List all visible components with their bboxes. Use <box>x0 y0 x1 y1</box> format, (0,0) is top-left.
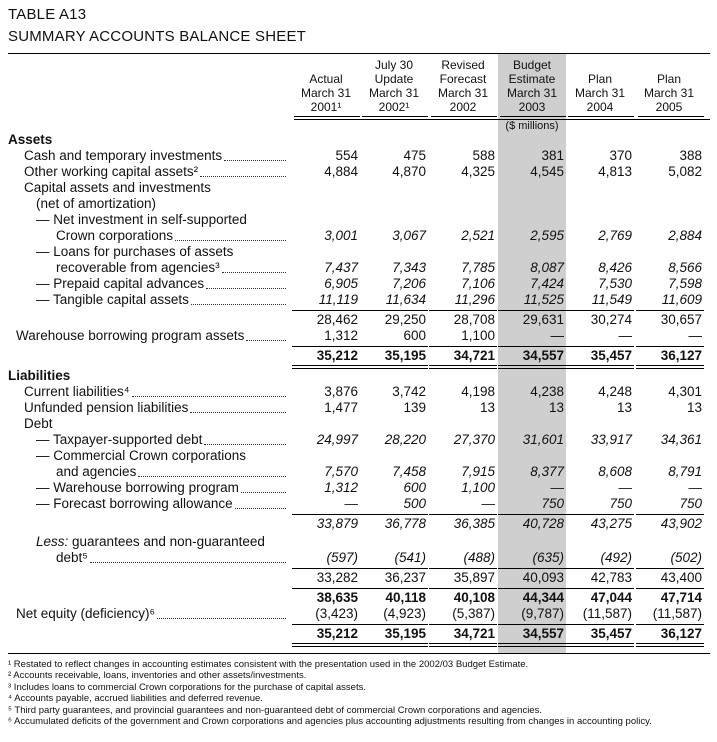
cell-value: 475 <box>403 148 426 163</box>
cell-value: 1,312 <box>324 328 358 343</box>
total-double-rule <box>566 643 634 647</box>
row-label: Unfunded pension liabilities <box>24 400 189 415</box>
cell-value: 13 <box>616 400 632 415</box>
cell-value: 4,248 <box>598 384 632 399</box>
row-label: Assets <box>8 132 53 147</box>
header-rule <box>294 116 360 117</box>
table-heading-row <box>0 534 717 550</box>
header-rule <box>431 116 497 117</box>
subtotal-rule <box>498 568 566 569</box>
cell-value: 11,119 <box>318 292 358 307</box>
footnote: ³ Includes loans to commercial Crown corporations for the purchase of capital assets. <box>8 681 366 693</box>
table-row <box>0 464 717 480</box>
row-label: Other working capital assets² <box>24 164 199 179</box>
subtotal-rule <box>636 568 704 569</box>
cell-value: 3,742 <box>392 384 426 399</box>
column-header <box>360 58 428 114</box>
header-rule <box>638 116 704 117</box>
cell-value: 11,525 <box>523 292 564 307</box>
row-label: Less: guarantees and non-guaranteed <box>36 534 265 549</box>
table-row <box>0 516 717 532</box>
cell-value: 40,108 <box>453 590 495 605</box>
cell-value: 7,206 <box>392 276 426 291</box>
leader-dots <box>157 606 286 619</box>
subtotal-rule <box>498 588 566 589</box>
table-row <box>0 432 717 448</box>
column-header-line: Plan <box>587 72 613 86</box>
subtotal-rule <box>636 346 704 347</box>
row-label: recoverable from agencies³ <box>56 260 220 275</box>
cell-value: (3,423) <box>315 606 358 621</box>
column-header-line: March 31 <box>368 86 420 100</box>
cell-value: — <box>550 328 564 343</box>
subtotal-rule <box>566 568 634 569</box>
subtotal-rule <box>498 514 566 515</box>
column-header-line: Revised <box>441 58 485 72</box>
cell-value: 1,312 <box>324 480 358 495</box>
table-row <box>0 590 717 606</box>
footnote: ⁵ Third party guarantees, and provincial guarantees and non-guaranteed debt of commercial Crown corporations and agencies. <box>8 704 542 716</box>
cell-value: 7,530 <box>598 276 632 291</box>
cell-value: 36,778 <box>384 516 426 531</box>
cell-value: 8,087 <box>530 260 564 275</box>
cell-value: 31,601 <box>522 432 564 447</box>
cell-value: 6,905 <box>324 276 358 291</box>
cell-value: 33,879 <box>316 516 358 531</box>
table-heading-row <box>0 448 717 464</box>
leader-dots <box>90 550 286 563</box>
cell-value: 36,237 <box>384 570 426 585</box>
cell-value: 40,728 <box>522 516 564 531</box>
cell-value: (502) <box>670 550 702 565</box>
cell-value: 28,220 <box>384 432 426 447</box>
cell-value: 29,631 <box>522 312 564 327</box>
table-row <box>0 164 717 180</box>
cell-value: 2,521 <box>461 228 495 243</box>
row-label: Crown corporations <box>56 228 174 243</box>
cell-value: 7,437 <box>324 260 358 275</box>
subtotal-rule <box>360 568 428 569</box>
cell-value: 8,426 <box>598 260 632 275</box>
cell-value: 34,557 <box>522 348 564 363</box>
table-row <box>0 276 717 292</box>
table-heading-row <box>0 416 717 432</box>
cell-value: — <box>688 328 702 343</box>
cell-value: 750 <box>609 496 632 511</box>
subtotal-rule <box>566 514 634 515</box>
cell-value: 8,566 <box>668 260 702 275</box>
column-header <box>635 58 703 114</box>
cell-value: 35,212 <box>316 348 358 363</box>
leader-dots <box>191 292 286 305</box>
subtotal-rule <box>566 624 634 625</box>
total-double-rule <box>498 643 566 647</box>
cell-value: 43,400 <box>660 570 702 585</box>
cell-value: 7,570 <box>324 464 358 479</box>
row-label: — Taxpayer-supported debt <box>36 432 203 447</box>
row-label: Capital assets and investments <box>24 180 211 195</box>
total-double-rule <box>636 643 704 647</box>
cell-value: — <box>618 328 632 343</box>
cell-value: (5,387) <box>452 606 495 621</box>
row-label: (net of amortization) <box>36 196 157 211</box>
cell-value: 30,274 <box>590 312 632 327</box>
cell-value: 24,997 <box>316 432 358 447</box>
cell-value: 139 <box>403 400 426 415</box>
cell-value: 33,282 <box>316 570 358 585</box>
subtotal-rule <box>429 346 497 347</box>
column-header-line: 2004 <box>586 100 614 114</box>
column-header-line: March 31 <box>437 86 489 100</box>
footnote: ² Accounts receivable, loans, inventories and other assets/investments. <box>8 670 307 682</box>
header-rule <box>568 116 634 117</box>
cell-value: 588 <box>472 148 495 163</box>
cell-value: 7,458 <box>392 464 426 479</box>
cell-value: 34,721 <box>453 348 495 363</box>
top-rule <box>8 53 710 54</box>
table-row <box>0 148 717 164</box>
leader-dots <box>204 432 286 445</box>
cell-value: 3,876 <box>324 384 358 399</box>
row-label: Debt <box>24 416 53 431</box>
cell-value: 44,344 <box>522 590 564 605</box>
cell-value: 7,598 <box>668 276 702 291</box>
table-title: SUMMARY ACCOUNTS BALANCE SHEET <box>8 28 307 45</box>
subtotal-rule <box>636 624 704 625</box>
cell-value: (9,787) <box>521 606 564 621</box>
total-double-rule <box>429 643 497 647</box>
cell-value: (635) <box>532 550 564 565</box>
column-header-line <box>292 58 360 72</box>
cell-value: 4,325 <box>461 164 495 179</box>
cell-value: 4,238 <box>530 384 564 399</box>
table-heading-row <box>0 212 717 228</box>
cell-value: 4,545 <box>530 164 564 179</box>
cell-value: 28,462 <box>316 312 358 327</box>
cell-value: 29,250 <box>384 312 426 327</box>
table-row <box>0 626 717 642</box>
cell-value: 2,769 <box>598 228 632 243</box>
leader-dots <box>235 496 286 509</box>
column-header-line: July 30 <box>374 58 414 72</box>
column-header <box>498 58 566 114</box>
column-header-line: 2001¹ <box>310 100 342 114</box>
table-row <box>0 260 717 276</box>
subtotal-rule <box>498 624 566 625</box>
cell-value: 370 <box>609 148 632 163</box>
column-header-line: March 31 <box>574 86 626 100</box>
column-header-line <box>635 58 703 72</box>
subtotal-rule <box>292 568 360 569</box>
cell-value: 28,708 <box>453 312 495 327</box>
cell-value: 11,549 <box>591 292 632 307</box>
cell-value: 47,714 <box>660 590 702 605</box>
cell-value: 381 <box>541 148 564 163</box>
bottom-rule <box>8 653 710 654</box>
table-row <box>0 400 717 416</box>
subtotal-rule <box>292 346 360 347</box>
subtotal-rule <box>429 310 497 311</box>
cell-value: 11,296 <box>454 292 495 307</box>
leader-dots <box>222 260 286 273</box>
row-label: — Commercial Crown corporations <box>36 448 247 463</box>
cell-value: 4,301 <box>668 384 702 399</box>
table-row <box>0 496 717 512</box>
row-label: — Net investment in self-supported <box>36 212 247 227</box>
cell-value: 8,791 <box>668 464 702 479</box>
cell-value: 11,634 <box>385 292 426 307</box>
subtotal-rule <box>636 514 704 515</box>
column-header <box>292 58 360 114</box>
cell-value: 554 <box>335 148 358 163</box>
column-header <box>566 58 634 114</box>
cell-value: 13 <box>479 400 495 415</box>
cell-value: (492) <box>600 550 632 565</box>
table-heading-row <box>0 132 717 148</box>
cell-value: 36,385 <box>453 516 495 531</box>
leader-dots <box>200 164 286 177</box>
cell-value: 2,595 <box>530 228 564 243</box>
column-header-line: Plan <box>656 72 682 86</box>
table-row <box>0 328 717 344</box>
row-label: Warehouse borrowing program assets <box>16 328 245 343</box>
cell-value: 3,067 <box>392 228 426 243</box>
cell-value: 35,457 <box>590 626 632 641</box>
cell-value: — <box>344 496 358 511</box>
column-header-line: Update <box>374 72 414 86</box>
cell-value: 500 <box>403 496 426 511</box>
total-double-rule <box>360 643 428 647</box>
subtotal-rule <box>498 310 566 311</box>
leader-dots <box>246 328 286 341</box>
cell-value: 38,635 <box>316 590 358 605</box>
row-label: — Warehouse borrowing program <box>36 480 239 495</box>
column-header-line: Estimate <box>508 72 556 86</box>
row-label: Cash and temporary investments <box>24 148 223 163</box>
column-header-line: 2005 <box>655 100 683 114</box>
subtotal-rule <box>360 588 428 589</box>
table-row <box>0 228 717 244</box>
header-rule <box>362 116 428 117</box>
subtotal-rule <box>292 310 360 311</box>
subtotal-rule <box>429 624 497 625</box>
leader-dots <box>190 400 286 413</box>
cell-value: 34,721 <box>453 626 495 641</box>
subtotal-rule <box>429 588 497 589</box>
subtotal-rule <box>636 588 704 589</box>
cell-value: 30,657 <box>660 312 702 327</box>
subtotal-rule <box>292 588 360 589</box>
subtotal-rule <box>292 624 360 625</box>
row-label: and agencies <box>56 464 137 479</box>
row-label: Liabilities <box>8 368 71 383</box>
cell-value: 27,370 <box>453 432 495 447</box>
column-header-line: 2002¹ <box>378 100 410 114</box>
cell-value: — <box>481 496 495 511</box>
cell-value: 47,044 <box>590 590 632 605</box>
subtotal-rule <box>292 514 360 515</box>
cell-value: 8,377 <box>530 464 564 479</box>
cell-value: 34,557 <box>522 626 564 641</box>
leader-dots <box>175 228 286 241</box>
row-label: — Loans for purchases of assets <box>36 244 234 259</box>
subtotal-rule <box>360 346 428 347</box>
column-header-line: March 31 <box>506 86 558 100</box>
cell-value: 2,884 <box>668 228 702 243</box>
cell-value: 750 <box>679 496 702 511</box>
subtotal-rule <box>360 310 428 311</box>
cell-value: 4,884 <box>324 164 358 179</box>
cell-value: 600 <box>403 480 426 495</box>
row-label: Current liabilities⁴ <box>24 384 130 399</box>
column-header-line: Budget <box>512 58 552 72</box>
table-heading-row <box>0 196 717 212</box>
cell-value: 5,082 <box>668 164 702 179</box>
column-header <box>429 58 497 114</box>
cell-value: (488) <box>463 550 495 565</box>
subtotal-rule <box>429 568 497 569</box>
cell-value: 4,813 <box>598 164 632 179</box>
cell-value: 40,118 <box>385 590 426 605</box>
cell-value: 40,093 <box>522 570 564 585</box>
cell-value: (597) <box>326 550 358 565</box>
row-label: debt⁵ <box>56 550 88 565</box>
column-header-line: 2003 <box>518 100 546 114</box>
cell-value: — <box>688 480 702 495</box>
cell-value: (11,587) <box>652 606 702 621</box>
cell-value: 11,609 <box>661 292 702 307</box>
table-heading-row <box>0 180 717 196</box>
leader-dots <box>206 276 286 289</box>
subtotal-rule <box>498 346 566 347</box>
leader-dots <box>138 464 286 477</box>
cell-value: 7,106 <box>461 276 495 291</box>
cell-value: 35,897 <box>453 570 495 585</box>
cell-value: 7,424 <box>530 276 564 291</box>
header-rule <box>500 116 566 117</box>
subtotal-rule <box>360 514 428 515</box>
cell-value: 7,785 <box>461 260 495 275</box>
column-header-line: 2002 <box>449 100 477 114</box>
table-row <box>0 570 717 586</box>
table-row <box>0 292 717 308</box>
cell-value: 36,127 <box>660 626 702 641</box>
cell-value: 13 <box>548 400 564 415</box>
cell-value: 1,477 <box>324 400 358 415</box>
cell-value: 35,212 <box>316 626 358 641</box>
table-row <box>0 480 717 496</box>
cell-value: 35,457 <box>590 348 632 363</box>
cell-value: 43,275 <box>590 516 632 531</box>
cell-value: 388 <box>679 148 702 163</box>
leader-dots <box>224 148 286 161</box>
cell-value: 3,001 <box>324 228 358 243</box>
cell-value: 36,127 <box>660 348 702 363</box>
cell-value: 35,195 <box>384 626 426 641</box>
column-header-line: March 31 <box>300 86 352 100</box>
column-header-line: March 31 <box>643 86 695 100</box>
cell-value: — <box>550 480 564 495</box>
cell-value: 4,198 <box>461 384 495 399</box>
subtotal-rule <box>429 514 497 515</box>
cell-value: 8,608 <box>598 464 632 479</box>
leader-dots <box>132 384 286 397</box>
row-label: Net equity (deficiency)⁶ <box>16 606 156 621</box>
units-label: ($ millions) <box>505 120 559 132</box>
cell-value: 42,783 <box>590 570 632 585</box>
cell-value: 7,915 <box>461 464 495 479</box>
table-heading-row <box>0 368 717 384</box>
column-header-line <box>566 58 634 72</box>
cell-value: 34,361 <box>660 432 702 447</box>
row-label: — Forecast borrowing allowance <box>36 496 233 511</box>
cell-value: — <box>618 480 632 495</box>
footnote: ⁶ Accumulated deficits of the government and Crown corporations and agencies plus accounting adjustments resulting from changes in accounting policy. <box>8 716 652 727</box>
subtotal-rule <box>360 624 428 625</box>
cell-value: 33,917 <box>590 432 632 447</box>
cell-value: 750 <box>541 496 564 511</box>
leader-dots <box>241 480 286 493</box>
column-header-line: Forecast <box>439 72 487 86</box>
table-row <box>0 384 717 400</box>
cell-value: 35,195 <box>384 348 426 363</box>
table-heading-row <box>0 244 717 260</box>
cell-value: 1,100 <box>461 328 495 343</box>
table-row <box>0 348 717 364</box>
footnote: ⁴ Accounts payable, accrued liabilities and deferred revenue. <box>8 693 263 705</box>
total-double-rule <box>292 643 360 647</box>
cell-value: 600 <box>403 328 426 343</box>
row-label: — Tangible capital assets <box>36 292 189 307</box>
cell-value: 13 <box>686 400 702 415</box>
table-row <box>0 606 717 622</box>
cell-value: (541) <box>394 550 426 565</box>
table-row <box>0 312 717 328</box>
row-label: — Prepaid capital advances <box>36 276 205 291</box>
cell-value: 1,100 <box>461 480 495 495</box>
subtotal-rule <box>566 588 634 589</box>
cell-value: 7,343 <box>392 260 426 275</box>
cell-value: (4,923) <box>383 606 426 621</box>
column-header-line: Actual <box>309 72 343 86</box>
cell-value: 43,902 <box>660 516 702 531</box>
subtotal-rule <box>566 310 634 311</box>
subtotal-rule <box>566 346 634 347</box>
table-row <box>0 550 717 566</box>
footnote: ¹ Restated to reflect changes in accounting estimates consistent with the presentation used in the 2002/03 Budget Estimate. <box>8 659 529 670</box>
table-number: TABLE A13 <box>8 6 87 23</box>
cell-value: 4,870 <box>392 164 426 179</box>
cell-value: (11,587) <box>582 606 632 621</box>
subtotal-rule <box>636 310 704 311</box>
